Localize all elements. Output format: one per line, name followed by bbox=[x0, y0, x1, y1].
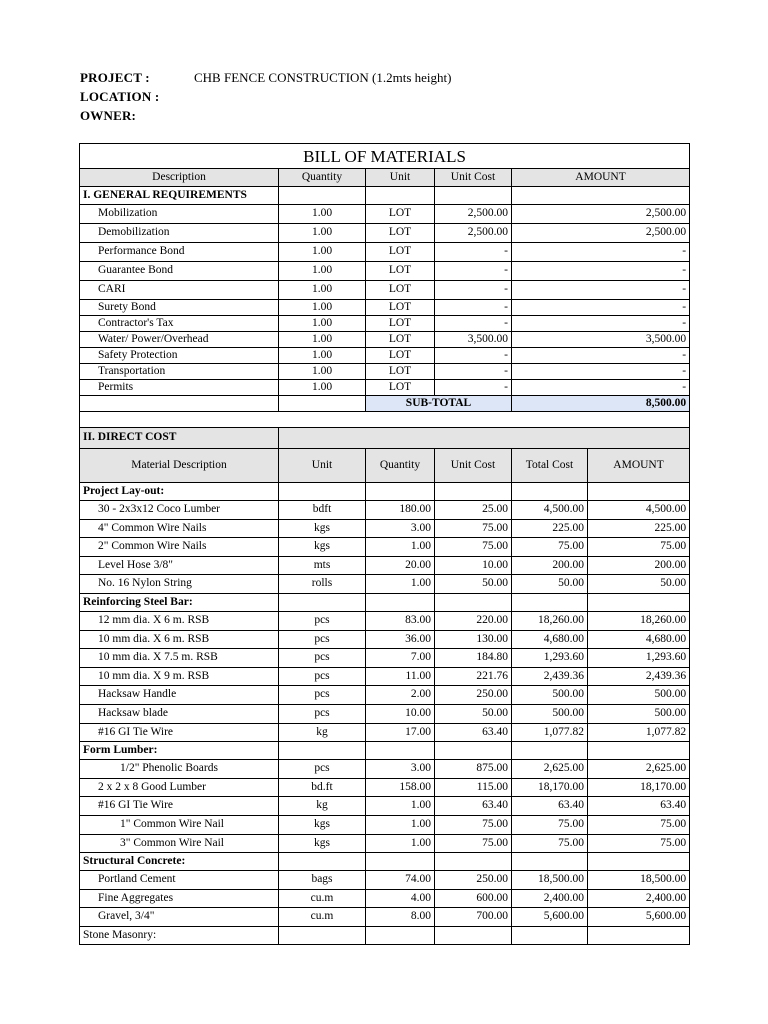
gr-item-unit: LOT bbox=[366, 380, 435, 396]
gr-item-unit: LOT bbox=[366, 243, 435, 262]
dc-item-quantity: 1.00 bbox=[366, 538, 435, 557]
dc-item-total-cost: 63.40 bbox=[512, 797, 588, 816]
dc-item-quantity: 1.00 bbox=[366, 575, 435, 594]
gr-item-unit-cost: - bbox=[435, 380, 512, 396]
gr-item-quantity: 1.00 bbox=[279, 205, 366, 224]
cell bbox=[435, 593, 512, 611]
gr-item-quantity: 1.00 bbox=[279, 316, 366, 332]
dc-group-title: Project Lay-out: bbox=[80, 483, 279, 501]
dc-item-amount: 5,600.00 bbox=[588, 908, 690, 927]
dc-item-total-cost: 225.00 bbox=[512, 519, 588, 538]
dc-item-amount: 75.00 bbox=[588, 834, 690, 853]
dc-row bbox=[80, 667, 690, 686]
dc-item-amount: 4,680.00 bbox=[588, 630, 690, 649]
dc-row bbox=[80, 871, 690, 890]
gr-item-amount: - bbox=[512, 300, 690, 316]
gr-item-unit-cost: - bbox=[435, 243, 512, 262]
project-label: PROJECT : bbox=[80, 70, 150, 85]
cell bbox=[588, 593, 690, 611]
dc-item-total-cost: 18,500.00 bbox=[512, 871, 588, 890]
dc-item-unit-cost: 50.00 bbox=[435, 575, 512, 594]
dc-header-unit-cost: Unit Cost bbox=[435, 449, 512, 483]
dc-item-unit: rolls bbox=[279, 575, 366, 594]
cell bbox=[435, 187, 512, 205]
dc-item-unit-cost: 75.00 bbox=[435, 519, 512, 538]
gr-header-quantity: Quantity bbox=[279, 169, 366, 187]
gr-item-unit-cost: 3,500.00 bbox=[435, 332, 512, 348]
dc-item-description: 4" Common Wire Nails bbox=[80, 519, 279, 538]
spacer-row bbox=[80, 412, 690, 428]
dc-header-total-cost: Total Cost bbox=[512, 449, 588, 483]
dc-item-description: #16 GI Tie Wire bbox=[80, 797, 279, 816]
gr-item-description: CARI bbox=[80, 281, 279, 300]
gr-row bbox=[80, 348, 690, 364]
dc-item-unit-cost: 50.00 bbox=[435, 704, 512, 723]
dc-item-description: 1" Common Wire Nail bbox=[80, 815, 279, 834]
dc-row bbox=[80, 889, 690, 908]
dc-item-description: 10 mm dia. X 7.5 m. RSB bbox=[80, 649, 279, 668]
dc-item-description: Hacksaw Handle bbox=[80, 686, 279, 705]
dc-item-unit: cu.m bbox=[279, 908, 366, 927]
gr-row bbox=[80, 243, 690, 262]
dc-item-unit-cost: 63.40 bbox=[435, 723, 512, 742]
gr-row bbox=[80, 262, 690, 281]
gr-item-unit-cost: - bbox=[435, 348, 512, 364]
dc-item-total-cost: 18,260.00 bbox=[512, 611, 588, 630]
dc-item-unit-cost: 10.00 bbox=[435, 556, 512, 575]
dc-row bbox=[80, 501, 690, 520]
cell bbox=[512, 926, 588, 944]
dc-item-total-cost: 200.00 bbox=[512, 556, 588, 575]
cell bbox=[512, 483, 588, 501]
dc-item-unit-cost: 130.00 bbox=[435, 630, 512, 649]
dc-item-quantity: 10.00 bbox=[366, 704, 435, 723]
gr-row bbox=[80, 281, 690, 300]
dc-item-unit-cost: 184.80 bbox=[435, 649, 512, 668]
gr-item-description: Demobilization bbox=[80, 224, 279, 243]
gr-item-unit: LOT bbox=[366, 300, 435, 316]
cell bbox=[512, 593, 588, 611]
gr-item-unit: LOT bbox=[366, 332, 435, 348]
dc-item-unit-cost: 221.76 bbox=[435, 667, 512, 686]
dc-group-row bbox=[80, 853, 690, 871]
dc-item-quantity: 1.00 bbox=[366, 815, 435, 834]
dc-group-row bbox=[80, 593, 690, 611]
dc-item-total-cost: 500.00 bbox=[512, 704, 588, 723]
gr-row bbox=[80, 205, 690, 224]
cell bbox=[366, 593, 435, 611]
dc-last-row bbox=[80, 926, 690, 944]
dc-item-unit: pcs bbox=[279, 760, 366, 779]
dc-item-unit-cost: 250.00 bbox=[435, 686, 512, 705]
dc-row bbox=[80, 797, 690, 816]
gr-item-quantity: 1.00 bbox=[279, 364, 366, 380]
gr-item-description: Surety Bond bbox=[80, 300, 279, 316]
cell bbox=[435, 483, 512, 501]
cell bbox=[512, 853, 588, 871]
dc-item-quantity: 180.00 bbox=[366, 501, 435, 520]
dc-item-quantity: 4.00 bbox=[366, 889, 435, 908]
dc-item-quantity: 7.00 bbox=[366, 649, 435, 668]
gr-item-quantity: 1.00 bbox=[279, 224, 366, 243]
dc-item-amount: 50.00 bbox=[588, 575, 690, 594]
cell bbox=[279, 926, 366, 944]
dc-item-unit-cost: 75.00 bbox=[435, 815, 512, 834]
gr-item-description: Permits bbox=[80, 380, 279, 396]
dc-item-amount: 4,500.00 bbox=[588, 501, 690, 520]
gr-item-quantity: 1.00 bbox=[279, 380, 366, 396]
dc-item-unit-cost: 75.00 bbox=[435, 834, 512, 853]
dc-group-title: Form Lumber: bbox=[80, 742, 279, 760]
dc-item-unit-cost: 115.00 bbox=[435, 778, 512, 797]
gr-item-amount: 3,500.00 bbox=[512, 332, 690, 348]
gr-row bbox=[80, 364, 690, 380]
gr-row bbox=[80, 332, 690, 348]
cell bbox=[512, 187, 690, 205]
dc-item-quantity: 11.00 bbox=[366, 667, 435, 686]
dc-item-unit: bags bbox=[279, 871, 366, 890]
subtotal-label: SUB-TOTAL bbox=[366, 396, 512, 412]
gr-item-unit-cost: 2,500.00 bbox=[435, 224, 512, 243]
dc-row bbox=[80, 760, 690, 779]
cell bbox=[366, 187, 435, 205]
gr-row bbox=[80, 224, 690, 243]
gr-item-amount: - bbox=[512, 364, 690, 380]
dc-item-unit: pcs bbox=[279, 686, 366, 705]
gr-section-title: I. GENERAL REQUIREMENTS bbox=[80, 187, 279, 205]
dc-row bbox=[80, 611, 690, 630]
dc-item-description: Gravel, 3/4" bbox=[80, 908, 279, 927]
dc-item-description: 12 mm dia. X 6 m. RSB bbox=[80, 611, 279, 630]
cell bbox=[435, 742, 512, 760]
dc-item-unit-cost: 700.00 bbox=[435, 908, 512, 927]
bill-of-materials-table bbox=[79, 143, 690, 945]
dc-item-unit-cost: 600.00 bbox=[435, 889, 512, 908]
dc-item-quantity: 1.00 bbox=[366, 834, 435, 853]
dc-item-amount: 18,500.00 bbox=[588, 871, 690, 890]
subtotal-value: 8,500.00 bbox=[512, 396, 690, 412]
dc-item-unit: bd.ft bbox=[279, 778, 366, 797]
dc-item-quantity: 83.00 bbox=[366, 611, 435, 630]
gr-item-amount: - bbox=[512, 262, 690, 281]
dc-item-quantity: 20.00 bbox=[366, 556, 435, 575]
dc-item-description: 10 mm dia. X 6 m. RSB bbox=[80, 630, 279, 649]
gr-item-description: Transportation bbox=[80, 364, 279, 380]
gr-item-unit: LOT bbox=[366, 262, 435, 281]
dc-item-total-cost: 18,170.00 bbox=[512, 778, 588, 797]
dc-item-unit: kgs bbox=[279, 834, 366, 853]
gr-item-quantity: 1.00 bbox=[279, 262, 366, 281]
dc-item-unit-cost: 25.00 bbox=[435, 501, 512, 520]
gr-header-amount: AMOUNT bbox=[512, 169, 690, 187]
dc-item-unit: pcs bbox=[279, 667, 366, 686]
dc-row bbox=[80, 538, 690, 557]
dc-item-amount: 2,400.00 bbox=[588, 889, 690, 908]
dc-item-description: 30 - 2x3x12 Coco Lumber bbox=[80, 501, 279, 520]
gr-item-amount: - bbox=[512, 348, 690, 364]
dc-item-description: 10 mm dia. X 9 m. RSB bbox=[80, 667, 279, 686]
dc-row bbox=[80, 575, 690, 594]
dc-item-total-cost: 75.00 bbox=[512, 834, 588, 853]
dc-item-total-cost: 2,625.00 bbox=[512, 760, 588, 779]
dc-item-unit: pcs bbox=[279, 649, 366, 668]
subtotal-row bbox=[80, 396, 690, 412]
owner-label: OWNER: bbox=[80, 108, 137, 123]
dc-item-amount: 200.00 bbox=[588, 556, 690, 575]
dc-row bbox=[80, 630, 690, 649]
gr-item-description: Performance Bond bbox=[80, 243, 279, 262]
dc-item-amount: 63.40 bbox=[588, 797, 690, 816]
dc-item-unit-cost: 75.00 bbox=[435, 538, 512, 557]
dc-item-unit: kgs bbox=[279, 519, 366, 538]
dc-item-amount: 2,625.00 bbox=[588, 760, 690, 779]
gr-item-quantity: 1.00 bbox=[279, 332, 366, 348]
dc-item-amount: 500.00 bbox=[588, 704, 690, 723]
dc-item-amount: 18,170.00 bbox=[588, 778, 690, 797]
dc-item-unit-cost: 250.00 bbox=[435, 871, 512, 890]
dc-row bbox=[80, 649, 690, 668]
dc-item-description: 2" Common Wire Nails bbox=[80, 538, 279, 557]
cell bbox=[435, 853, 512, 871]
cell bbox=[366, 483, 435, 501]
dc-item-total-cost: 2,400.00 bbox=[512, 889, 588, 908]
gr-item-unit-cost: 2,500.00 bbox=[435, 205, 512, 224]
dc-row bbox=[80, 778, 690, 797]
gr-item-unit-cost: - bbox=[435, 262, 512, 281]
gr-item-description: Guarantee Bond bbox=[80, 262, 279, 281]
dc-item-amount: 1,293.60 bbox=[588, 649, 690, 668]
gr-item-amount: - bbox=[512, 316, 690, 332]
cell bbox=[435, 926, 512, 944]
cell bbox=[366, 853, 435, 871]
gr-row bbox=[80, 380, 690, 396]
dc-item-unit: kgs bbox=[279, 538, 366, 557]
dc-item-description: Portland Cement bbox=[80, 871, 279, 890]
dc-section-title: II. DIRECT COST bbox=[80, 428, 279, 449]
dc-header-unit: Unit bbox=[279, 449, 366, 483]
gr-section-row bbox=[80, 187, 690, 205]
cell bbox=[588, 853, 690, 871]
gr-item-quantity: 1.00 bbox=[279, 300, 366, 316]
dc-item-description: Level Hose 3/8" bbox=[80, 556, 279, 575]
dc-group-row bbox=[80, 483, 690, 501]
gr-item-unit: LOT bbox=[366, 281, 435, 300]
cell bbox=[366, 926, 435, 944]
dc-item-description: #16 GI Tie Wire bbox=[80, 723, 279, 742]
dc-item-quantity: 8.00 bbox=[366, 908, 435, 927]
dc-item-total-cost: 2,439.36 bbox=[512, 667, 588, 686]
cell bbox=[80, 396, 279, 412]
dc-item-unit: pcs bbox=[279, 704, 366, 723]
gr-item-unit: LOT bbox=[366, 224, 435, 243]
dc-item-description: 2 x 2 x 8 Good Lumber bbox=[80, 778, 279, 797]
location-label: LOCATION : bbox=[80, 89, 160, 104]
dc-item-amount: 2,439.36 bbox=[588, 667, 690, 686]
dc-item-total-cost: 500.00 bbox=[512, 686, 588, 705]
gr-item-unit: LOT bbox=[366, 364, 435, 380]
dc-item-unit-cost: 875.00 bbox=[435, 760, 512, 779]
dc-item-total-cost: 1,293.60 bbox=[512, 649, 588, 668]
dc-item-quantity: 158.00 bbox=[366, 778, 435, 797]
dc-item-amount: 500.00 bbox=[588, 686, 690, 705]
title-row bbox=[80, 144, 690, 169]
dc-item-unit-cost: 220.00 bbox=[435, 611, 512, 630]
project-value: CHB FENCE CONSTRUCTION (1.2mts height) bbox=[194, 70, 452, 85]
dc-header-amount: AMOUNT bbox=[588, 449, 690, 483]
dc-item-description: 3" Common Wire Nail bbox=[80, 834, 279, 853]
cell bbox=[279, 853, 366, 871]
dc-row bbox=[80, 704, 690, 723]
cell bbox=[588, 483, 690, 501]
dc-header-material: Material Description bbox=[80, 449, 279, 483]
gr-item-unit: LOT bbox=[366, 348, 435, 364]
dc-item-quantity: 3.00 bbox=[366, 760, 435, 779]
gr-item-amount: 2,500.00 bbox=[512, 224, 690, 243]
dc-item-amount: 225.00 bbox=[588, 519, 690, 538]
gr-item-unit-cost: - bbox=[435, 281, 512, 300]
dc-row bbox=[80, 908, 690, 927]
dc-item-description: Hacksaw blade bbox=[80, 704, 279, 723]
gr-header-description: Description bbox=[80, 169, 279, 187]
dc-row bbox=[80, 686, 690, 705]
dc-row bbox=[80, 723, 690, 742]
gr-item-unit: LOT bbox=[366, 316, 435, 332]
dc-group-title: Structural Concrete: bbox=[80, 853, 279, 871]
gr-item-amount: 2,500.00 bbox=[512, 205, 690, 224]
gr-row bbox=[80, 316, 690, 332]
gr-item-unit-cost: - bbox=[435, 364, 512, 380]
dc-header-quantity: Quantity bbox=[366, 449, 435, 483]
gr-item-unit-cost: - bbox=[435, 316, 512, 332]
dc-item-total-cost: 1,077.82 bbox=[512, 723, 588, 742]
dc-item-quantity: 74.00 bbox=[366, 871, 435, 890]
cell bbox=[80, 412, 690, 428]
gr-item-amount: - bbox=[512, 243, 690, 262]
dc-item-total-cost: 5,600.00 bbox=[512, 908, 588, 927]
cell bbox=[279, 593, 366, 611]
dc-item-unit: kgs bbox=[279, 815, 366, 834]
gr-header-unit: Unit bbox=[366, 169, 435, 187]
dc-row bbox=[80, 834, 690, 853]
dc-item-total-cost: 4,500.00 bbox=[512, 501, 588, 520]
dc-item-total-cost: 50.00 bbox=[512, 575, 588, 594]
dc-item-description: No. 16 Nylon String bbox=[80, 575, 279, 594]
dc-item-amount: 1,077.82 bbox=[588, 723, 690, 742]
dc-item-quantity: 36.00 bbox=[366, 630, 435, 649]
dc-item-unit: kg bbox=[279, 797, 366, 816]
dc-item-unit-cost: 63.40 bbox=[435, 797, 512, 816]
dc-item-unit: kg bbox=[279, 723, 366, 742]
dc-last-row-label: Stone Masonry: bbox=[80, 926, 279, 944]
cell bbox=[366, 742, 435, 760]
cell bbox=[512, 742, 588, 760]
dc-item-unit: bdft bbox=[279, 501, 366, 520]
dc-item-total-cost: 4,680.00 bbox=[512, 630, 588, 649]
gr-item-quantity: 1.00 bbox=[279, 281, 366, 300]
gr-item-amount: - bbox=[512, 281, 690, 300]
gr-row bbox=[80, 300, 690, 316]
dc-header-row bbox=[80, 449, 690, 483]
gr-item-unit: LOT bbox=[366, 205, 435, 224]
cell bbox=[279, 428, 690, 449]
dc-item-total-cost: 75.00 bbox=[512, 815, 588, 834]
dc-group-title: Reinforcing Steel Bar: bbox=[80, 593, 279, 611]
dc-row bbox=[80, 815, 690, 834]
dc-item-unit: cu.m bbox=[279, 889, 366, 908]
dc-item-amount: 75.00 bbox=[588, 538, 690, 557]
gr-item-amount: - bbox=[512, 380, 690, 396]
cell bbox=[279, 396, 366, 412]
bom-title: BILL OF MATERIALS bbox=[80, 144, 690, 169]
cell bbox=[279, 483, 366, 501]
dc-item-unit: mts bbox=[279, 556, 366, 575]
dc-item-quantity: 1.00 bbox=[366, 797, 435, 816]
dc-item-quantity: 17.00 bbox=[366, 723, 435, 742]
gr-item-quantity: 1.00 bbox=[279, 243, 366, 262]
cell bbox=[588, 742, 690, 760]
cell bbox=[279, 187, 366, 205]
cell bbox=[279, 742, 366, 760]
dc-item-unit: pcs bbox=[279, 611, 366, 630]
dc-item-amount: 75.00 bbox=[588, 815, 690, 834]
dc-item-total-cost: 75.00 bbox=[512, 538, 588, 557]
dc-group-row bbox=[80, 742, 690, 760]
gr-header-unit-cost: Unit Cost bbox=[435, 169, 512, 187]
dc-item-unit: pcs bbox=[279, 630, 366, 649]
dc-item-amount: 18,260.00 bbox=[588, 611, 690, 630]
gr-header-row bbox=[80, 169, 690, 187]
dc-item-description: Fine Aggregates bbox=[80, 889, 279, 908]
gr-item-quantity: 1.00 bbox=[279, 348, 366, 364]
dc-item-description: 1/2" Phenolic Boards bbox=[80, 760, 279, 779]
gr-item-description: Safety Protection bbox=[80, 348, 279, 364]
dc-item-quantity: 3.00 bbox=[366, 519, 435, 538]
cell bbox=[588, 926, 690, 944]
gr-item-unit-cost: - bbox=[435, 300, 512, 316]
dc-section-row bbox=[80, 428, 690, 449]
dc-row bbox=[80, 519, 690, 538]
gr-item-description: Mobilization bbox=[80, 205, 279, 224]
dc-item-quantity: 2.00 bbox=[366, 686, 435, 705]
gr-item-description: Water/ Power/Overhead bbox=[80, 332, 279, 348]
dc-row bbox=[80, 556, 690, 575]
gr-item-description: Contractor's Tax bbox=[80, 316, 279, 332]
